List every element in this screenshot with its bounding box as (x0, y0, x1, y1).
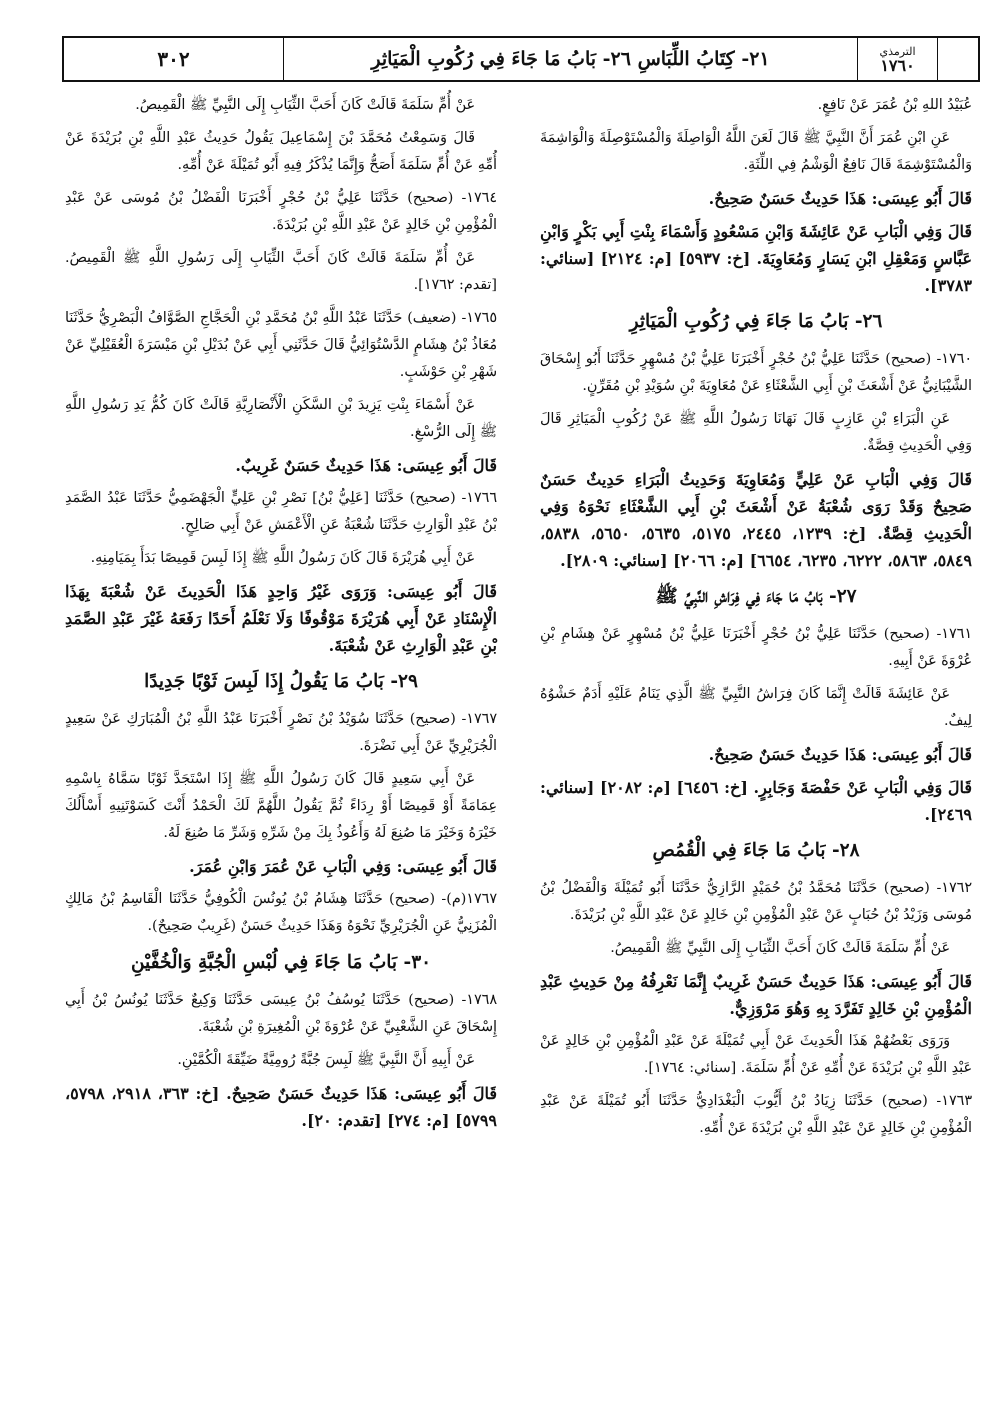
reference-label: الترمذي (879, 45, 916, 58)
commentary-paragraph: قَالَ وَفِي الْبَابِ عَنْ عَلِيٍّ وَمُعَاوِيَةَ وَحَدِيثُ الْبَرَاءِ حَدِيثٌ حَسَنٌ صَحِيحٌ وَقَدْ رَوَى شُعْبَةُ عَنْ أَشْعَثَ بْنِ أَبِي الشَّعْثَاءِ نَحْوَهُ وَفِي الْحَدِيثِ قِصَّةٌ. [خ: ١٢٣٩، ٢٤٤٥، ٥١٧٥، ٥٦٣٥، ٥٦٥٠، ٥٨٣٨، ٥٨٤٩، ٥٨٦٣، ٦٢٢٢، ٦٢٣٥، ٦٦٥٤] [م: ٢٠٦٦] [سنائي: ٢٨٠٩]. (540, 470, 972, 570)
commentary-paragraph: قَالَ أَبُو عِيسَى: هَذَا حَدِيثٌ حَسَنٌ غَرِيبٌ. (235, 456, 497, 475)
hadith-paragraph: ١٧٦٥- (ضعيف) حَدَّثَنَا عَبْدُ اللَّهِ بْنُ مُحَمَّدِ بْنِ الْحَجَّاجِ الصَّوَّافُ الْبَصْرِيُّ حَدَّثَنَا مُعَاذُ بْنُ هِشَامٍ الدَّسْتُوَائِيُّ قَالَ حَدَّثَنِي أَبِي عَنْ بُدَيْلِ بْنِ مَيْسَرَةَ الْعُقَيْلِيِّ عَنْ شَهْرِ بْنِ حَوْشَبٍ. (65, 310, 497, 380)
running-title: ٢١- كِتَابُ اللِّبَاسِ ٢٦- بَابُ مَا جَاءَ فِي رُكُوبِ الْمَيَاثِرِ (284, 38, 858, 80)
hadith-paragraph: ١٧٦٢- (صحيح) حَدَّثَنَا مُحَمَّدُ بْنُ حُمَيْدٍ الرَّازِيُّ حَدَّثَنَا أَبُو تُمَيْلَةَ وَالْفَضْلُ بْنُ مُوسَى وَزَيْدُ بْنُ حُبَابٍ عَنْ عَبْدِ الْمُؤْمِنِ بْنِ خَالِدٍ عَنْ عَبْدِ اللَّهِ بْنِ بُرَيْدَةَ. (540, 880, 972, 923)
hadith-paragraph: عَنْ أُمِّ سَلَمَةَ قَالَتْ كَانَ أَحَبَّ الثِّيَابِ إِلَى النَّبِيِّ ﷺ الْقَمِيصُ. (610, 940, 950, 956)
hadith-paragraph: ١٧٦٨- (صحيح) حَدَّثَنَا يُوسُفُ بْنُ عِيسَى حَدَّثَنَا وَكِيعٌ حَدَّثَنَا يُونُسُ بْنُ أَبِي إِسْحَاقَ عَنِ الشَّعْبِيِّ عَنْ عُرْوَةَ بْنِ الْمُغِيرَةِ بْنِ شُعْبَةَ. (65, 992, 497, 1035)
page-number: ٣٠٢ (64, 38, 284, 80)
hadith-paragraph: عَنْ أَبِي هُرَيْرَةَ قَالَ كَانَ رَسُولُ اللَّهِ ﷺ إِذَا لَبِسَ قَمِيصًا بَدَأَ بِمَيَامِنِهِ. (90, 550, 475, 566)
chapter-heading: ٢٨- بَابُ مَا جَاءَ فِي الْقُمُصِ (652, 840, 860, 861)
commentary-paragraph: قَالَ أَبُو عِيسَى: هَذَا حَدِيثٌ حَسَنٌ صَحِيحٌ. [خ: ٣٦٣، ٢٩١٨، ٥٧٩٨، ٥٧٩٩] [م: ٢٧٤] [تقدم: ٢٠]. (65, 1084, 498, 1130)
hadith-paragraph: ١٧٦٣- (صحيح) حَدَّثَنَا زِيَادُ بْنُ أَيُّوبَ الْبَغْدَادِيُّ حَدَّثَنَا أَبُو تُمَيْلَةَ عَنْ عَبْدِ الْمُؤْمِنِ بْنِ خَالِدٍ عَنْ عَبْدِ اللَّهِ بْنِ بُرَيْدَةَ عَنْ أُمِّهِ. (540, 1093, 972, 1136)
reference-number: ١٧٦٠ (880, 56, 915, 75)
chapter-heading: ٢٩- بَابُ مَا يَقُولُ إِذَا لَبِسَ ثَوْبًا جَدِيدًا (144, 671, 418, 692)
right-column (540, 92, 972, 1148)
hadith-paragraph: عَنْ عَائِشَةَ قَالَتْ إِنَّمَا كَانَ فِرَاشُ النَّبِيِّ ﷺ الَّذِي يَنَامُ عَلَيْهِ أَدَمٌ حَشْوُهُ لِيفٌ. (540, 686, 972, 729)
page-header (62, 36, 980, 82)
chapter-heading: ٢٦- بَابُ مَا جَاءَ فِي رُكُوبِ الْمَيَاثِرِ (629, 311, 883, 332)
commentary-paragraph: قَالَ أَبُو عِيسَى: وَفِي الْبَابِ عَنْ عُمَرَ وَابْنِ عُمَرَ. (189, 857, 497, 876)
left-column (65, 92, 497, 1140)
commentary-paragraph: قَالَ أَبُو عِيسَى: هَذَا حَدِيثٌ حَسَنٌ غَرِيبٌ إِنَّمَا نَعْرِفُهُ مِنْ حَدِيثِ عَبْدِ الْمُؤْمِنِ بْنِ خَالِدٍ تَفَرَّدَ بِهِ وَهُوَ مَرْوَزِيٌّ. (540, 972, 972, 1018)
hadith-paragraph: عَنْ أَبِي سَعِيدٍ قَالَ كَانَ رَسُولُ اللَّهِ ﷺ إِذَا اسْتَجَدَّ ثَوْبًا سَمَّاهُ بِاسْمِهِ عِمَامَةً أَوْ قَمِيصًا أَوْ رِدَاءً ثُمَّ يَقُولُ اللَّهُمَّ لَكَ الْحَمْدُ أَنْتَ كَسَوْتَنِيهِ أَسْأَلُكَ خَيْرَهُ وَخَيْرَ مَا صُنِعَ لَهُ وَأَعُوذُ بِكَ مِنْ شَرِّهِ وَشَرِّ مَا صُنِعَ لَهُ. (65, 771, 497, 841)
commentary-paragraph: قَالَ وَفِي الْبَابِ عَنْ حَفْصَةَ وَجَابِرٍ. [خ: ٦٤٥٦] [م: ٢٠٨٢] [سنائي: ٢٤٦٩]. (540, 778, 973, 824)
header-empty-cell (938, 38, 978, 80)
commentary-paragraph: قَالَ أَبُو عِيسَى: هَذَا حَدِيثٌ حَسَنٌ صَحِيحٌ. (708, 745, 972, 764)
hadith-paragraph: ١٧٦٧- (صحيح) حَدَّثَنَا سُوَيْدُ بْنُ نَصْرٍ أَخْبَرَنَا عَبْدُ اللَّهِ بْنُ الْمُبَارَكِ عَنْ سَعِيدٍ الْجُرَيْرِيِّ عَنْ أَبِي نَضْرَةَ. (65, 711, 497, 754)
chapter-heading: ٢٧- بَابُ مَا جَاءَ فِي فِرَاشِ النَّبِيِّ ﷺ (655, 586, 857, 607)
commentary-paragraph: قَالَ أَبُو عِيسَى: هَذَا حَدِيثٌ حَسَنٌ صَحِيحٌ. (708, 189, 972, 208)
hadith-paragraph: ١٧٦٦- (صحيح) حَدَّثَنَا [عَلِيُّ بْنُ] نَصْرِ بْنِ عَلِيٍّ الْجَهْضَمِيُّ حَدَّثَنَا عَبْدُ الصَّمَدِ بْنُ عَبْدِ الْوَارِثِ حَدَّثَنَا شُعْبَةُ عَنِ الْأَعْمَشِ عَنْ أَبِي صَالِحٍ. (65, 490, 497, 533)
hadith-paragraph: ١٧٦٤- (صحيح) حَدَّثَنَا عَلِيُّ بْنُ حُجْرٍ أَخْبَرَنَا الْفَضْلُ بْنُ مُوسَى عَنْ عَبْدِ الْمُؤْمِنِ بْنِ خَالِدٍ عَنْ عَبْدِ اللَّهِ بْنِ بُرَيْدَةَ. (65, 190, 497, 233)
reference-box (858, 38, 938, 80)
hadith-paragraph: عَنِ ابْنِ عُمَرَ أَنَّ النَّبِيَّ ﷺ قَالَ لَعَنَ اللَّهُ الْوَاصِلَةَ وَالْمُسْتَوْصِلَةَ وَالْوَاشِمَةَ وَالْمُسْتَوْشِمَةَ قَالَ نَافِعٌ الْوَشْمُ فِي اللِّثَةِ. (540, 130, 972, 173)
hadith-paragraph: ١٧٦٠- (صحيح) حَدَّثَنَا عَلِيُّ بْنُ حُجْرٍ أَخْبَرَنَا عَلِيُّ بْنُ مُسْهِرٍ حَدَّثَنَا أَبُو إِسْحَاقَ الشَّيْبَانِيُّ عَنْ أَشْعَثَ بْنِ أَبِي الشَّعْثَاءِ عَنْ مُعَاوِيَةَ بْنِ سُوَيْدِ بْنِ مُقَرِّنٍ. (540, 351, 972, 394)
hadith-paragraph: عَنِ الْبَرَاءِ بْنِ عَازِبٍ قَالَ نَهَانَا رَسُولُ اللَّهِ ﷺ عَنْ رُكُوبِ الْمَيَاثِرِ قَالَ وَفِي الْحَدِيثِ قِصَّةٌ. (540, 411, 972, 454)
hadith-paragraph: عَنْ أَسْمَاءَ بِنْتِ يَزِيدَ بْنِ السَّكَنِ الْأَنْصَارِيَّةِ قَالَتْ كَانَ كُمُّ يَدِ رَسُولِ اللَّهِ ﷺ إِلَى الرُّسْغِ. (65, 397, 497, 440)
hadith-paragraph: عَنْ أَبِيهِ أَنَّ النَّبِيَّ ﷺ لَبِسَ جُبَّةً رُومِيَّةً ضَيِّقَةَ الْكُمَّيْنِ. (177, 1052, 475, 1068)
hadith-paragraph: عَنْ أُمِّ سَلَمَةَ قَالَتْ كَانَ أَحَبَّ الثِّيَابِ إِلَى رَسُولِ اللَّهِ ﷺ الْقَمِيصُ. [تقدم: ١٧٦٢]. (65, 250, 497, 293)
hadith-paragraph: ١٧٦٧(م)- (صحيح) حَدَّثَنَا هِشَامُ بْنُ يُونُسَ الْكُوفِيُّ حَدَّثَنَا الْقَاسِمُ بْنُ مَالِكٍ الْمُزَنِيُّ عَنِ الْجُرَيْرِيِّ نَحْوَهُ وَهَذَا حَدِيثٌ حَسَنٌ (غَرِيبٌ صَحِيحٌ). (65, 891, 497, 934)
chapter-heading: ٣٠- بَابُ مَا جَاءَ فِي لُبْسِ الْجُبَّةِ وَالْخُفَّيْنِ (130, 952, 432, 973)
hadith-paragraph: عَنْ أُمِّ سَلَمَةَ قَالَتْ كَانَ أَحَبَّ الثِّيَابِ إِلَى النَّبِيِّ ﷺ الْقَمِيصُ. (135, 97, 475, 113)
hadith-paragraph: ١٧٦١- (صحيح) حَدَّثَنَا عَلِيُّ بْنُ حُجْرٍ أَخْبَرَنَا عَلِيُّ بْنُ مُسْهِرٍ عَنْ هِشَامِ بْنِ عُرْوَةَ عَنْ أَبِيهِ. (540, 626, 972, 669)
commentary-paragraph: قَالَ وَفِي الْبَابِ عَنْ عَائِشَةَ وَابْنِ مَسْعُودٍ وَأَسْمَاءَ بِنْتِ أَبِي بَكْرٍ وَابْنِ عَبَّاسٍ وَمَعْقِلِ ابْنِ يَسَارٍ وَمُعَاوِيَةَ. [خ: ٥٩٣٧] [م: ٢١٢٤] [سنائي: ٣٧٨٣]. (540, 222, 973, 295)
commentary-paragraph: قَالَ أَبُو عِيسَى: وَرَوَى غَيْرُ وَاحِدٍ هَذَا الْحَدِيثَ عَنْ شُعْبَةَ بِهَذَا الْإِسْنَادِ عَنْ أَبِي هُرَيْرَةَ مَوْقُوفًا وَلَا نَعْلَمُ أَحَدًا رَفَعَهُ غَيْرَ عَبْدِ الصَّمَدِ بْنِ عَبْدِ الْوَارِثِ عَنْ شُعْبَةَ. (65, 582, 497, 655)
hadith-paragraph: وَرَوَى بَعْضُهُمْ هَذَا الْحَدِيثَ عَنْ أَبِي تُمَيْلَةَ عَنْ عَبْدِ الْمُؤْمِنِ بْنِ خَالِدٍ عَنْ عَبْدِ اللَّهِ بْنِ بُرَيْدَةَ عَنْ أُمِّهِ عَنْ أُمِّ سَلَمَةَ. [سنائي: ١٧٦٤]. (540, 1033, 972, 1076)
hadith-paragraph: قَالَ وَسَمِعْتُ مُحَمَّدَ بْنَ إِسْمَاعِيلَ يَقُولُ حَدِيثُ عَبْدِ اللَّهِ بْنِ بُرَيْدَةَ عَنْ أُمِّهِ عَنْ أُمِّ سَلَمَةَ أَصَحُّ وَإِنَّمَا يُذْكَرُ فِيهِ أَبُو تُمَيْلَةَ عَنْ أُمِّهِ. (65, 130, 497, 173)
hadith-paragraph: عُبَيْدُ اللهِ بْنُ عُمَرَ عَنْ نَافِعٍ. (817, 97, 972, 113)
